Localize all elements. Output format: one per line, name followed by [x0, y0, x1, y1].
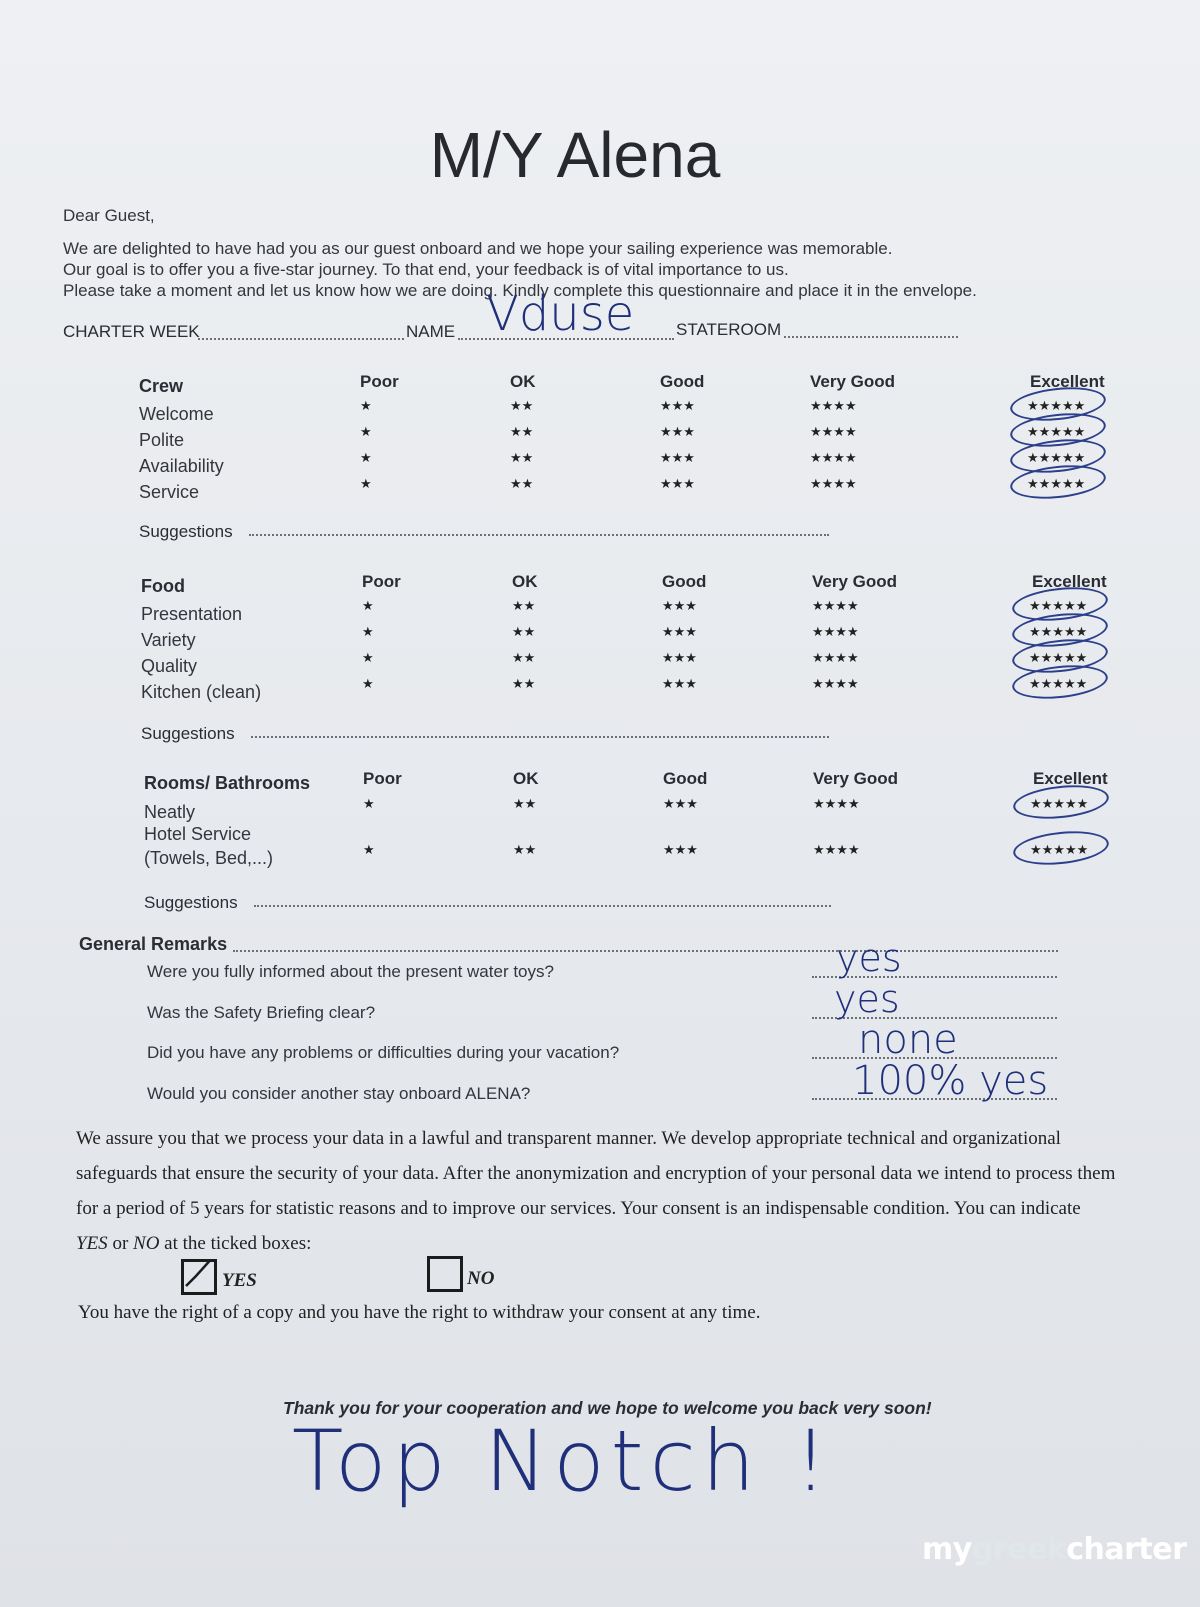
food-suggestions-field[interactable] — [251, 736, 829, 738]
remark-answer-3: none — [858, 1017, 958, 1063]
food-rating-option[interactable]: ★ — [362, 624, 374, 639]
rooms-rating-option[interactable]: ★★★★ — [813, 796, 860, 811]
crew-col-excellent: Excellent — [1030, 372, 1105, 391]
crew-row-label: Service — [139, 482, 200, 502]
food-col-excellent: Excellent — [1032, 572, 1107, 591]
food-rating-option[interactable]: ★ — [362, 598, 374, 613]
crew-rating-option[interactable]: ★★★★ — [810, 424, 857, 439]
food-rating-option[interactable]: ★★★★★ — [1029, 624, 1088, 639]
rooms-selected-circle — [1012, 827, 1111, 869]
intro-line-2: Our goal is to offer you a five-star journey. To that end, your feedback is of vital importance to us. — [63, 260, 789, 279]
stateroom-label: STATEROOM — [676, 320, 782, 339]
yacht-title: M/Y Alena — [429, 119, 721, 191]
food-row-label: Variety — [141, 630, 196, 650]
rights-text: You have the right of a copy and you have the right to withdraw your consent at any time. — [78, 1302, 761, 1323]
crew-rating-option[interactable]: ★ — [360, 476, 372, 491]
rooms-rating-option[interactable]: ★★★ — [663, 796, 698, 811]
food-rating-option[interactable]: ★★★ — [662, 676, 697, 691]
rooms-row-label — [144, 822, 273, 870]
food-rating-option[interactable]: ★★ — [512, 624, 536, 639]
food-rating-option[interactable]: ★★★★★ — [1029, 650, 1088, 665]
closing-text: Thank you for your cooperation and we hope to welcome you back very soon! — [283, 1398, 932, 1418]
food-col-ok: OK — [512, 572, 538, 591]
crew-row-label: Availability — [139, 456, 224, 476]
crew-rating-option[interactable]: ★★★ — [660, 476, 695, 491]
crew-rating-option[interactable]: ★★ — [510, 476, 534, 491]
food-row-label: Presentation — [141, 604, 243, 624]
privacy-line-2: safeguards that ensure the security of your data. After the anonymization and encryption of your personal data we intend to process them — [76, 1163, 1116, 1184]
checkmark-icon — [184, 1262, 214, 1292]
food-row-label: Quality — [141, 656, 198, 676]
rooms-row-label: Neatly — [144, 802, 196, 822]
crew-rating-option[interactable]: ★ — [360, 424, 372, 439]
remark-answer-4: 100% yes — [852, 1058, 1049, 1104]
rooms-col-good: Good — [663, 769, 708, 788]
crew-rating-option[interactable]: ★★★★★ — [1027, 450, 1086, 465]
crew-row-label: Welcome — [139, 404, 214, 424]
crew-section-label: Crew — [139, 376, 184, 396]
rooms-rating-option[interactable]: ★★★★★ — [1030, 842, 1089, 857]
privacy-line-1: We assure you that we process your data in a lawful and transparent manner. We develop appropriate technical and organizational — [76, 1128, 1061, 1149]
crew-rating-option[interactable]: ★★★★ — [810, 450, 857, 465]
crew-col-ok: OK — [510, 372, 536, 391]
food-rating-option[interactable]: ★★ — [512, 650, 536, 665]
name-handwritten: Vduse — [486, 286, 635, 342]
row-label-line: Hotel Service — [144, 824, 252, 844]
crew-rating-option[interactable]: ★★★★★ — [1027, 476, 1086, 491]
food-row-label: Kitchen (clean) — [141, 682, 262, 702]
stateroom-field[interactable] — [784, 336, 958, 338]
rooms-suggestions-field[interactable] — [254, 905, 831, 907]
food-suggestions-label: Suggestions — [141, 724, 235, 743]
privacy-line-4 — [76, 1233, 311, 1255]
consent-yes-checkbox[interactable] — [181, 1259, 217, 1295]
consent-or-word: or — [107, 1233, 134, 1254]
crew-rating-option[interactable]: ★★★ — [660, 424, 695, 439]
consent-no-checkbox[interactable] — [427, 1256, 463, 1292]
food-rating-option[interactable]: ★★★ — [662, 624, 697, 639]
food-col-very-good: Very Good — [812, 572, 898, 591]
food-rating-option[interactable]: ★★★★ — [812, 650, 859, 665]
crew-col-poor: Poor — [360, 372, 399, 391]
rooms-rating-option[interactable]: ★★ — [513, 842, 537, 857]
rooms-rating-option[interactable]: ★ — [363, 796, 375, 811]
crew-col-very-good: Very Good — [810, 372, 896, 391]
crew-suggestions-label: Suggestions — [139, 522, 233, 541]
crew-suggestions-field[interactable] — [249, 534, 829, 536]
crew-rating-option[interactable]: ★★★ — [660, 398, 695, 413]
food-rating-option[interactable]: ★★ — [512, 598, 536, 613]
crew-rating-option[interactable]: ★★★★ — [810, 398, 857, 413]
remark-answer-2: yes — [834, 977, 900, 1021]
rooms-col-ok: OK — [513, 769, 539, 788]
privacy-line-3: for a period of 5 years for statistic reasons and to improve our services. Your consent is an indispensable condition. You can indicate — [76, 1198, 1081, 1219]
rooms-rating-option[interactable]: ★★★★★ — [1030, 796, 1089, 811]
food-rating-option[interactable]: ★★★ — [662, 650, 697, 665]
crew-rating-option[interactable]: ★ — [360, 450, 372, 465]
crew-col-good: Good — [660, 372, 705, 391]
crew-rating-option[interactable]: ★★★★★ — [1027, 424, 1086, 439]
rooms-rating-option[interactable]: ★★ — [513, 796, 537, 811]
food-rating-option[interactable]: ★★★★ — [812, 598, 859, 613]
intro-line-3: Please take a moment and let us know how we are doing. Kindly complete this questionnaire and place it in the envelope. — [63, 281, 977, 300]
consent-yes-label: YES — [222, 1270, 257, 1291]
general-remarks-line[interactable] — [233, 950, 1058, 952]
crew-rating-option[interactable]: ★★ — [510, 424, 534, 439]
rooms-rating-option[interactable]: ★ — [363, 842, 375, 857]
consent-no-label: NO — [467, 1268, 495, 1289]
consent-suffix: at the ticked boxes: — [159, 1233, 312, 1254]
food-rating-option[interactable]: ★★★★ — [812, 624, 859, 639]
crew-rating-option[interactable]: ★★ — [510, 398, 534, 413]
consent-no-word: NO — [133, 1233, 160, 1254]
crew-rating-option[interactable]: ★★★ — [660, 450, 695, 465]
rooms-rating-option[interactable]: ★★★ — [663, 842, 698, 857]
crew-rating-option[interactable]: ★★ — [510, 450, 534, 465]
consent-yes-word: YES — [76, 1233, 108, 1254]
remark-question-2: Was the Safety Briefing clear? — [147, 1003, 376, 1022]
handwritten-comment: Top Notch ! — [292, 1412, 834, 1510]
crew-rating-option[interactable]: ★★★★ — [810, 476, 857, 491]
crew-rating-option[interactable]: ★ — [360, 398, 372, 413]
food-rating-option[interactable]: ★★★★★ — [1029, 598, 1088, 613]
food-rating-option[interactable]: ★★★★ — [812, 676, 859, 691]
name-label: NAME — [406, 322, 456, 341]
greeting: Dear Guest, — [63, 206, 155, 225]
food-rating-option[interactable]: ★ — [362, 676, 374, 691]
charter-week-label: CHARTER WEEK — [63, 322, 200, 341]
remark-question-4: Would you consider another stay onboard ALENA? — [147, 1084, 531, 1103]
food-section-label: Food — [141, 576, 185, 596]
food-rating-option[interactable]: ★★★ — [662, 598, 697, 613]
charter-week-field[interactable] — [198, 338, 404, 340]
food-rating-option[interactable]: ★ — [362, 650, 374, 665]
remark-question-3: Did you have any problems or difficulties during your vacation? — [147, 1043, 620, 1062]
row-label-line: (Towels, Bed,...) — [144, 848, 274, 868]
remark-answer-1: yes — [836, 936, 902, 980]
intro-line-1: We are delighted to have had you as our guest onboard and we hope your sailing experience was memorable. — [63, 239, 893, 258]
rooms-section-label: Rooms/ Bathrooms — [144, 773, 311, 793]
rooms-col-very-good: Very Good — [813, 769, 899, 788]
food-col-poor: Poor — [362, 572, 401, 591]
general-remarks-label: General Remarks — [79, 934, 228, 954]
rooms-suggestions-label: Suggestions — [144, 893, 238, 912]
remark-question-1: Were you fully informed about the present water toys? — [147, 962, 554, 981]
crew-rating-option[interactable]: ★★★★★ — [1027, 398, 1086, 413]
rooms-rating-option[interactable]: ★★★★ — [813, 842, 860, 857]
crew-row-label: Polite — [139, 430, 185, 450]
mygreekcharter-logo: mygreekcharter — [922, 1532, 1187, 1567]
rooms-selected-circle — [1012, 781, 1111, 823]
rooms-col-poor: Poor — [363, 769, 402, 788]
food-rating-option[interactable]: ★★★★★ — [1029, 676, 1088, 691]
rooms-col-excellent: Excellent — [1033, 769, 1108, 788]
food-col-good: Good — [662, 572, 707, 591]
food-rating-option[interactable]: ★★ — [512, 676, 536, 691]
